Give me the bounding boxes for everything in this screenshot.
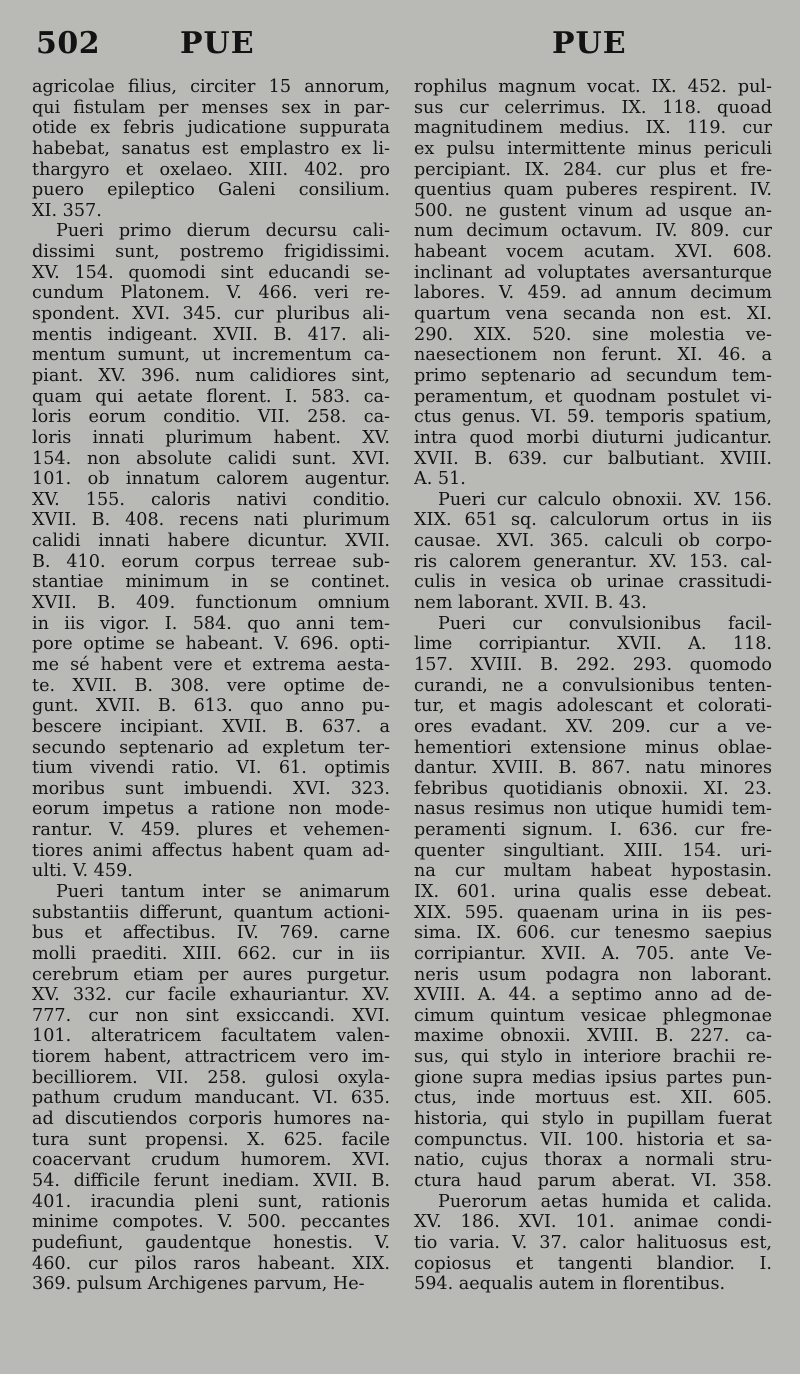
text-line: pore optime se habeant. V. 696. opti- [32, 634, 390, 655]
text-line: becilliorem. VII. 258. gulosi oxyla- [32, 1067, 390, 1088]
text-line: minime compotes. V. 500. peccantes [32, 1212, 390, 1233]
text-line: XV. 155. caloris nativi conditio. [32, 489, 390, 510]
text-line: 157. XVIII. B. 292. 293. quomodo [414, 654, 772, 675]
text-line: nasus resimus non utique humidi tem- [414, 799, 772, 820]
text-line: bus et affectibus. IV. 769. carne [32, 923, 390, 944]
text-line: stantiae minimum in se continet. [32, 572, 390, 593]
text-line: ctus genus. VI. 59. temporis spatium, [414, 407, 772, 428]
text-line: A. 51. [414, 469, 466, 490]
text-line: tur, et magis adolescant et colorati- [414, 696, 772, 717]
page-header [0, 24, 800, 64]
text-line: 777. cur non sint exsiccandi. XVI. [32, 1005, 390, 1026]
text-line: cundum Platonem. V. 466. veri re- [32, 283, 390, 304]
text-line: dissimi sunt, postremo frigidissimi. [32, 242, 390, 263]
text-line: pathum crudum manducant. VI. 635. [32, 1088, 390, 1109]
text-line: in iis vigor. I. 584. quo anni tem- [32, 613, 390, 634]
text-line: 290. XIX. 520. sine molestia ve- [414, 324, 772, 345]
text-line: 154. non absolute calidi sunt. XVI. [32, 448, 390, 469]
text-line: ctura haud parum aberat. VI. 358. [414, 1170, 772, 1191]
text-line: mentum sumunt, ut incrementum ca- [32, 345, 390, 366]
text-line: quartum vena secanda non est. XI. [414, 304, 772, 325]
text-line: sus, qui stylo in interiore brachii re- [414, 1047, 772, 1068]
text-line: sus cur celerrimus. IX. 118. quoad [414, 97, 772, 118]
text-line: quentius quam puberes respirent. IV. [414, 180, 772, 201]
text-line: puero epileptico Galeni consilium. [32, 180, 390, 201]
text-line: XV. 154. quomodi sint educandi se- [32, 262, 390, 283]
text-line: ris calorem generantur. XV. 153. cal- [414, 551, 772, 572]
text-line: sima. IX. 606. cur tenesmo saepius [414, 923, 772, 944]
text-line: dantur. XVIII. B. 867. natu minores [414, 758, 772, 779]
text-line: hementiori extensione minus oblae- [414, 737, 772, 758]
text-line: intra quod morbi diuturni judicantur. [414, 427, 772, 448]
text-line: 369. pulsum Archigenes parvum, He- [32, 1274, 365, 1295]
text-line: piant. XV. 396. num calidiores sint, [32, 365, 390, 386]
right-column [414, 77, 772, 1362]
text-line: inclinant ad voluptates aversanturque [414, 262, 772, 283]
text-line: habebat, sanatus est emplastro ex li- [32, 138, 390, 159]
text-line: ex pulsu intermittente minus periculi [414, 138, 772, 159]
text-line: copiosus et tangenti blandior. I. [414, 1253, 772, 1274]
text-line: XV. 186. XVI. 101. animae condi- [414, 1212, 772, 1233]
text-columns [32, 77, 772, 1362]
text-line: Pueri cur calculo obnoxii. XV. 156. [438, 489, 772, 510]
text-line: tio varia. V. 37. calor halituosus est, [414, 1232, 772, 1253]
text-line: Pueri primo dierum decursu cali- [56, 221, 390, 242]
text-line: lime corripiantur. XVII. A. 118. [414, 634, 772, 655]
text-line: 101. alteratricem facultatem valen- [32, 1026, 390, 1047]
running-head-right: PUE [552, 26, 627, 61]
text-line: historia, qui stylo in pupillam fuerat [414, 1109, 772, 1130]
text-line: nem laborant. XVII. B. 43. [414, 593, 647, 614]
text-line: culis in vesica ob urinae crassitudi- [414, 572, 772, 593]
text-line: ores evadant. XV. 209. cur a ve- [414, 716, 772, 737]
text-line: tura sunt propensi. X. 625. facile [32, 1129, 390, 1150]
text-line: 500. ne gustent vinum ad usque an- [414, 200, 772, 221]
text-line: coacervant crudum humorem. XVI. [32, 1150, 390, 1171]
text-line: maxime obnoxii. XVIII. B. 227. ca- [414, 1026, 772, 1047]
text-line: gunt. XVII. B. 613. quo anno pu- [32, 696, 390, 717]
text-line: XIX. 595. quaenam urina in iis pes- [414, 902, 772, 923]
text-line: corripiantur. XVII. A. 705. ante Ve- [414, 943, 772, 964]
text-line: spondent. XVI. 345. cur pluribus ali- [32, 304, 390, 325]
text-line: te. XVII. B. 308. vere optime de- [32, 675, 390, 696]
text-line: moribus sunt imbuendi. XVI. 323. [32, 778, 390, 799]
text-line: XVII. B. 639. cur balbutiant. XVIII. [414, 448, 772, 469]
text-line: XVIII. A. 44. a septimo anno ad de- [414, 985, 772, 1006]
text-line: otide ex febris judicatione suppurata [32, 118, 390, 139]
text-line: neris usum podagra non laborant. [414, 964, 772, 985]
text-line: pudefiunt, gaudentque honestis. V. [32, 1232, 390, 1253]
text-line: qui fistulam per menses sex in par- [32, 97, 390, 118]
text-line: Pueri tantum inter se animarum [56, 881, 390, 902]
text-line: rantur. V. 459. plures et vehemen- [32, 820, 390, 841]
text-line: thargyro et oxelaeo. XIII. 402. pro [32, 159, 390, 180]
text-line: 594. aequalis autem in florentibus. [414, 1274, 726, 1295]
text-line: cerebrum etiam per aures purgetur. [32, 964, 390, 985]
text-line: cimum quintum vesicae phlegmonae [414, 1005, 772, 1026]
text-line: causae. XVI. 365. calculi ob corpo- [414, 531, 772, 552]
text-line: curandi, ne a convulsionibus tenten- [414, 675, 772, 696]
text-line: mentis indigeant. XVII. B. 417. ali- [32, 324, 390, 345]
text-line: 54. difficile ferunt inediam. XVII. B. [32, 1170, 390, 1191]
text-line: gione supra medias ipsius partes pun- [414, 1067, 772, 1088]
text-line: percipiant. IX. 284. cur plus et fre- [414, 159, 772, 180]
text-line: na cur multam habeat hypostasin. [414, 861, 772, 882]
text-line: secundo septenario ad expletum ter- [32, 737, 390, 758]
text-line: peramenti signum. I. 636. cur fre- [414, 820, 772, 841]
text-line: natio, cujus thorax a normali stru- [414, 1150, 772, 1171]
text-line: 460. cur pilos raros habeant. XIX. [32, 1253, 390, 1274]
text-line: quam qui aetate florent. I. 583. ca- [32, 386, 390, 407]
text-line: tiorem habent, attractricem vero im- [32, 1047, 390, 1068]
text-line: primo septenario ad secundum tem- [414, 365, 772, 386]
text-line: compunctus. VII. 100. historia et sa- [414, 1129, 772, 1150]
text-line: tiores animi affectus habent quam ad- [32, 840, 390, 861]
text-line: ctus, inde mortuus est. XII. 605. [414, 1088, 772, 1109]
running-head-left: PUE [180, 26, 255, 61]
text-line: 401. iracundia pleni sunt, rationis [32, 1191, 390, 1212]
text-line: loris eorum conditio. VII. 258. ca- [32, 407, 390, 428]
text-line: labores. V. 459. ad annum decimum [414, 283, 772, 304]
text-line: eorum impetus a ratione non mode- [32, 799, 390, 820]
text-line: 101. ob innatum calorem augentur. [32, 469, 390, 490]
text-line: ad discutiendos corporis humores na- [32, 1109, 390, 1130]
text-line: tium vivendi ratio. VI. 61. optimis [32, 758, 390, 779]
left-column [32, 77, 390, 1362]
text-line: me sé habent vere et extrema aesta- [32, 654, 390, 675]
text-line: rophilus magnum vocat. IX. 452. pul- [414, 77, 772, 97]
text-line: XIX. 651 sq. calculorum ortus in iis [414, 510, 772, 531]
text-line: naesectionem non ferunt. XI. 46. a [414, 345, 772, 366]
text-line: habeant vocem acutam. XVI. 608. [414, 242, 772, 263]
text-line: febribus quotidianis obnoxii. XI. 23. [414, 778, 772, 799]
text-line: IX. 601. urina qualis esse debeat. [414, 881, 772, 902]
text-line: peramentum, et quodnam postulet vi- [414, 386, 772, 407]
text-line: calidi innati habere dicuntur. XVII. [32, 531, 390, 552]
text-line: magnitudinem medius. IX. 119. cur [414, 118, 772, 139]
text-line: quenter singultiant. XIII. 154. uri- [414, 840, 772, 861]
text-line: XVII. B. 409. functionum omnium [32, 593, 390, 614]
text-line: molli praediti. XIII. 662. cur in iis [32, 943, 390, 964]
text-line: ulti. V. 459. [32, 861, 133, 882]
text-line: XI. 357. [32, 200, 102, 221]
text-line: num decimum octavum. IV. 809. cur [414, 221, 772, 242]
text-line: substantiis differunt, quantum actioni- [32, 902, 390, 923]
text-line: loris innati plurimum habent. XV. [32, 427, 390, 448]
text-line: agricolae filius, circiter 15 annorum, [32, 77, 390, 97]
text-line: XVII. B. 408. recens nati plurimum [32, 510, 390, 531]
text-line: bescere incipiant. XVII. B. 637. a [32, 716, 390, 737]
text-line: XV. 332. cur facile exhauriantur. XV. [32, 985, 390, 1006]
text-line: Puerorum aetas humida et calida. [438, 1191, 772, 1212]
page-number: 502 [36, 26, 101, 61]
text-line: B. 410. eorum corpus terreae sub- [32, 551, 390, 572]
text-line: Pueri cur convulsionibus facil- [438, 613, 772, 634]
